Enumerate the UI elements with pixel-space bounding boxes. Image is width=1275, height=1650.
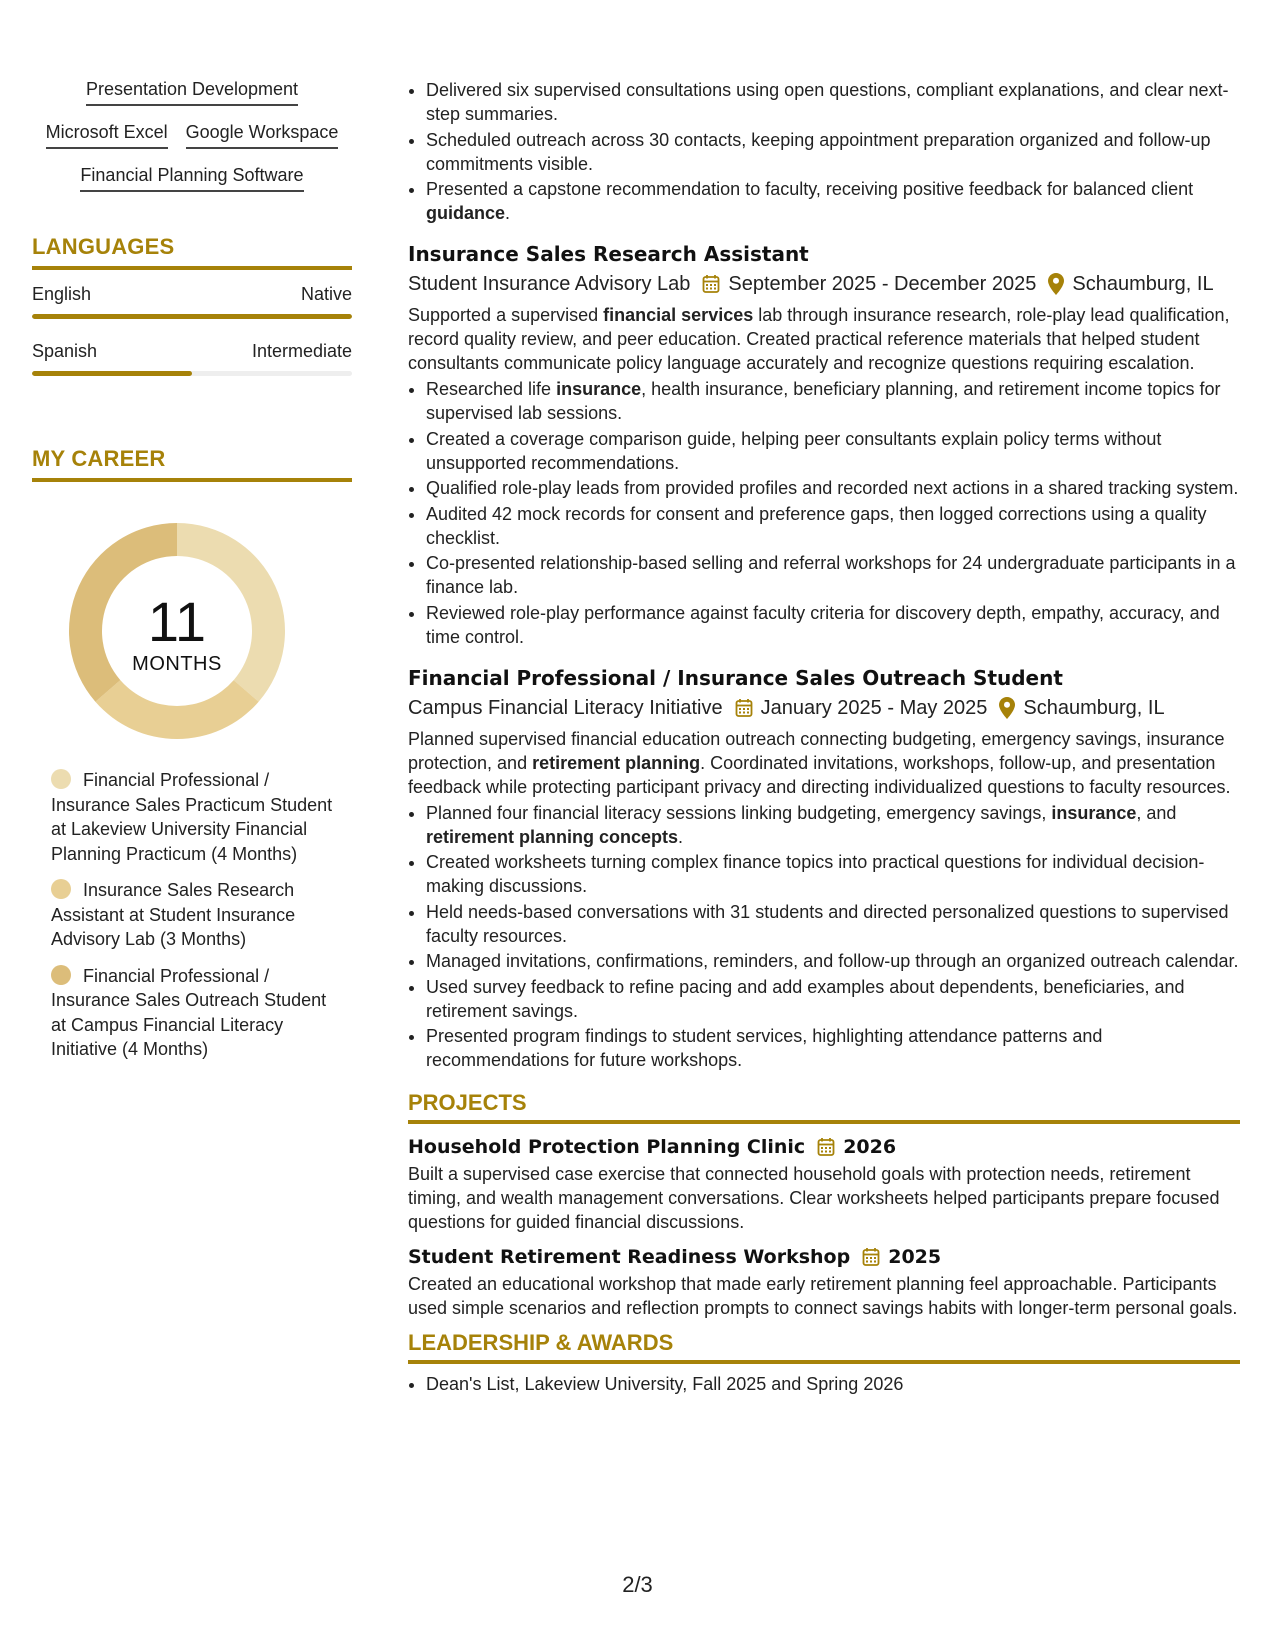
location-pin-icon bbox=[1048, 273, 1064, 295]
skill-tag: Google Workspace bbox=[186, 121, 339, 149]
skill-row bbox=[32, 78, 352, 106]
calendar-icon bbox=[862, 1247, 880, 1267]
calendar-icon bbox=[735, 698, 753, 718]
bullet-item: • Scheduled outreach across 30 contacts, keeping appointment preparation organized and follow-up commitments visible. bbox=[426, 128, 1240, 176]
skill-row bbox=[32, 121, 352, 149]
legend-item bbox=[51, 964, 341, 1062]
legend-label: Insurance Sales Research Assistant at Student Insurance Advisory Lab (3 Months) bbox=[51, 880, 296, 949]
project-entry bbox=[408, 1132, 1240, 1234]
project-entry bbox=[408, 1242, 1240, 1320]
legend-dot bbox=[51, 965, 71, 985]
job-location: Schaumburg, IL bbox=[1072, 273, 1214, 295]
calendar-icon bbox=[702, 274, 720, 294]
job-dates: January 2025 - May 2025 bbox=[760, 696, 988, 719]
calendar-icon bbox=[817, 1137, 835, 1157]
project-description: Created an educational workshop that made early retirement planning feel approachable. Participants used simple scenarios and reflection prompts to connect savings habits with longer-term personal goals. bbox=[408, 1274, 1238, 1318]
language-name: English bbox=[32, 284, 92, 304]
donut-segment bbox=[95, 680, 258, 739]
job-bullets bbox=[408, 801, 1240, 1073]
bullet-item: • Dean's List, Lakeview University, Fall 2025 and Spring 2026 bbox=[426, 1372, 1240, 1396]
awards-list bbox=[408, 1372, 1240, 1396]
bullet-item: • Co-presented relationship-based selling and referral workshops for 24 undergraduate participants in a finance lab. bbox=[426, 551, 1240, 599]
bullet-item: • Qualified role-play leads from provided profiles and recorded next actions in a shared tracking system. bbox=[426, 476, 1240, 500]
location-pin-icon bbox=[999, 697, 1015, 719]
bullet-item: • Used survey feedback to refine pacing and add examples about dependents, beneficiaries, and retirement savings. bbox=[426, 975, 1240, 1023]
bullet-item: • Planned four financial literacy sessions linking budgeting, emergency savings, insurance, and retirement planning concepts. bbox=[426, 801, 1240, 849]
bullet-item: • Created a coverage comparison guide, helping peer consultants explain policy terms without unsupported recommendations. bbox=[426, 427, 1240, 475]
project-title-row bbox=[408, 1242, 1240, 1272]
skill-row bbox=[32, 164, 352, 192]
projects-heading: PROJECTS bbox=[408, 1090, 1240, 1124]
bullet-item: • Managed invitations, confirmations, reminders, and follow-up through an organized outreach calendar. bbox=[426, 949, 1240, 973]
career-legend bbox=[32, 768, 341, 1062]
awards-heading: LEADERSHIP & AWARDS bbox=[408, 1330, 1240, 1364]
language-spanish bbox=[32, 339, 352, 376]
career-center bbox=[32, 592, 322, 676]
project-year: 2026 bbox=[843, 1136, 897, 1158]
legend-item bbox=[51, 878, 341, 952]
job-entry bbox=[408, 239, 1240, 649]
bullet-item: • Audited 42 mock records for consent and preference gaps, then logged corrections using a quality checklist. bbox=[426, 502, 1240, 550]
bullet-item: • Created worksheets turning complex finance topics into practical questions for individual decision-making discussions. bbox=[426, 850, 1240, 898]
career-total-months: 11 bbox=[147, 590, 207, 653]
skill-tag: Financial Planning Software bbox=[80, 164, 303, 192]
bullet-item: • Researched life insurance, health insurance, beneficiary planning, and retirement income topics for supervised lab sessions. bbox=[426, 377, 1240, 425]
language-proficiency-bar bbox=[32, 314, 352, 319]
language-english bbox=[32, 282, 352, 319]
job-description: Supported a supervised financial services lab through insurance research, role-play lead qualification, record quality review, and peer education. Created practical reference materials that helped student consultants communicate policy language accurately and recognize questions requiring escalation. bbox=[408, 305, 1230, 373]
job-meta bbox=[408, 269, 1240, 299]
project-title-row bbox=[408, 1132, 1240, 1162]
legend-label: Financial Professional / Insurance Sales Outreach Student at Campus Financial Literacy Initiative (4 Months) bbox=[51, 965, 327, 1059]
job-description: Planned supervised financial education outreach connecting budgeting, emergency savings, insurance protection, and retirement planning. Coordinated invitations, workshops, follow-up, and presentation feedback while protecting participant privacy and directing individualized questions to faculty resources. bbox=[408, 728, 1231, 797]
skill-tag: Presentation Development bbox=[86, 78, 298, 106]
job-title: Insurance Sales Research Assistant bbox=[408, 242, 809, 266]
language-proficiency-fill bbox=[32, 314, 352, 319]
career-unit: MONTHS bbox=[132, 653, 222, 675]
language-level: Native bbox=[300, 284, 352, 304]
legend-item bbox=[51, 768, 341, 866]
page-number: 2/3 bbox=[622, 1572, 653, 1597]
job-meta bbox=[408, 693, 1240, 723]
job-location: Schaumburg, IL bbox=[1023, 696, 1165, 719]
projects-list bbox=[408, 1132, 1240, 1320]
career-donut-chart bbox=[32, 520, 352, 750]
sidebar bbox=[32, 78, 352, 1074]
skills-list bbox=[32, 78, 352, 192]
legend-dot bbox=[51, 769, 71, 789]
job-organization: Student Insurance Advisory Lab bbox=[408, 273, 691, 295]
main-content bbox=[408, 78, 1240, 1398]
bullet-item: • Delivered six supervised consultations using open questions, compliant explanations, and clear next-step summaries. bbox=[426, 78, 1240, 126]
project-title: Household Protection Planning Clinic bbox=[408, 1136, 806, 1158]
previous-job-bullets bbox=[408, 78, 1240, 225]
language-proficiency-bar bbox=[32, 371, 352, 376]
language-level: Intermediate bbox=[251, 341, 352, 361]
job-entry bbox=[408, 663, 1240, 1073]
bullet-item: • Presented program findings to student services, highlighting attendance patterns and recommendations for future workshops. bbox=[426, 1024, 1240, 1072]
bullet-item: • Held needs-based conversations with 31 students and directed personalized questions to supervised faculty resources. bbox=[426, 900, 1240, 948]
project-year: 2025 bbox=[888, 1246, 942, 1268]
bullet-item: • Reviewed role-play performance against faculty criteria for discovery depth, empathy, accuracy, and time control. bbox=[426, 601, 1240, 649]
project-description: Built a supervised case exercise that connected household goals with protection needs, retirement timing, and wealth management conversations. Clear worksheets helped participants prepare focused questions for guided financial discussions. bbox=[408, 1164, 1220, 1232]
career-heading: MY CAREER bbox=[32, 446, 352, 482]
language-name: Spanish bbox=[32, 341, 98, 361]
experience-list bbox=[408, 239, 1240, 1072]
job-dates: September 2025 - December 2025 bbox=[728, 273, 1037, 295]
skill-tag: Microsoft Excel bbox=[46, 121, 168, 149]
job-bullets bbox=[408, 377, 1240, 649]
language-proficiency-fill bbox=[32, 371, 192, 376]
legend-label: Financial Professional / Insurance Sales Practicum Student at Lakeview University Financial Planning Practicum (4 Months) bbox=[51, 770, 333, 864]
job-title: Financial Professional / Insurance Sales Outreach Student bbox=[408, 665, 1063, 690]
project-title: Student Retirement Readiness Workshop bbox=[408, 1246, 851, 1268]
job-organization: Campus Financial Literacy Initiative bbox=[408, 696, 723, 719]
languages-heading: LANGUAGES bbox=[32, 234, 352, 270]
bullet-item: • Presented a capstone recommendation to faculty, receiving positive feedback for balanced client guidance. bbox=[426, 177, 1240, 225]
legend-dot bbox=[51, 879, 71, 899]
